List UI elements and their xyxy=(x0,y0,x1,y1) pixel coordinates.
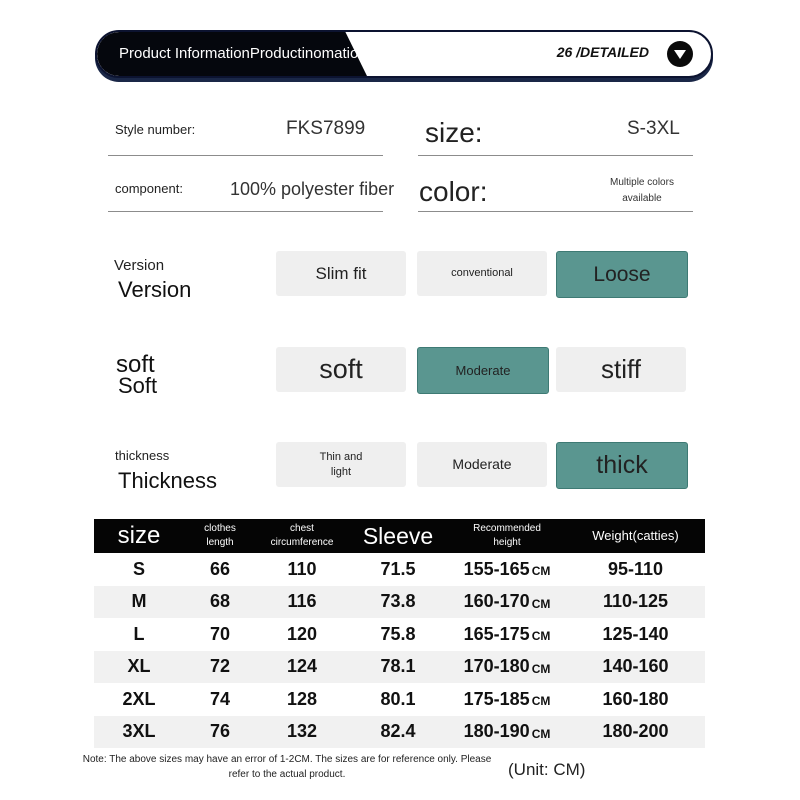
cell-weight-text: 110-125 xyxy=(602,591,669,611)
cell-height-text: 160-170 xyxy=(463,591,530,611)
cell-sleeve xyxy=(348,618,448,650)
cell-length-text: 66 xyxy=(209,558,231,579)
component-label: component: xyxy=(115,181,183,196)
cell-length-text: 70 xyxy=(209,623,231,644)
option-loose[interactable]: Loose xyxy=(556,251,688,298)
header-length-line-2: length xyxy=(206,537,234,548)
version-label: Version xyxy=(118,277,192,302)
table-row xyxy=(94,716,705,748)
thickness-label: Thickness xyxy=(118,468,218,493)
table-row xyxy=(94,651,705,683)
option-thick[interactable]: thick xyxy=(556,442,688,489)
size-label: size: xyxy=(425,117,483,148)
cell-sleeve xyxy=(348,553,448,585)
header-size: size xyxy=(117,522,161,549)
cell-height xyxy=(448,716,566,748)
header-recommended-height xyxy=(448,519,566,553)
cell-height-unit: CM xyxy=(531,726,551,741)
cell-length xyxy=(184,683,256,715)
option-moderate-thickness[interactable]: Moderate xyxy=(417,442,547,487)
cell-sleeve-text: 75.8 xyxy=(380,623,416,644)
cell-size-text: S xyxy=(132,558,145,579)
cell-chest xyxy=(256,586,348,618)
cell-chest-text: 124 xyxy=(286,656,318,676)
cell-chest xyxy=(256,553,348,585)
table-row xyxy=(94,683,705,715)
thickness-label-small: thickness xyxy=(115,448,170,463)
divider xyxy=(108,211,383,212)
color-value-line-1: Multiple colors xyxy=(610,177,674,188)
style-number-value: FKS7899 xyxy=(286,118,366,139)
cell-chest-text: 120 xyxy=(286,623,318,644)
cell-height-text: 180-190 xyxy=(463,721,530,741)
cell-length-text: 76 xyxy=(209,721,231,741)
cell-chest-text: 116 xyxy=(287,591,317,611)
cell-weight-text: 180-200 xyxy=(602,721,669,741)
cell-sleeve-text: 78.1 xyxy=(380,656,416,676)
cell-height-text: 165-175 xyxy=(463,623,530,644)
option-moderate-softness[interactable]: Moderate xyxy=(417,347,549,394)
cell-size-text: 3XL xyxy=(122,721,156,741)
color-value xyxy=(596,175,688,207)
cell-length-text: 74 xyxy=(209,688,231,709)
cell-chest-text: 132 xyxy=(286,721,318,741)
size-table-header xyxy=(94,519,705,553)
banner-detail-label: 26 /DETAILED xyxy=(556,44,649,60)
cell-chest xyxy=(256,618,348,650)
cell-height-text: 175-185 xyxy=(463,688,530,709)
cell-height-unit: CM xyxy=(531,596,551,611)
cell-weight-text: 140-160 xyxy=(602,656,669,676)
cell-size-text: L xyxy=(133,623,145,644)
cell-sleeve-text: 80.1 xyxy=(380,688,416,709)
cell-length xyxy=(184,651,256,683)
cell-chest-text: 110 xyxy=(287,558,317,579)
header-banner xyxy=(95,30,713,78)
table-row xyxy=(94,586,705,618)
header-length-line-1: clothes xyxy=(204,523,236,534)
component-value: 100% polyester fiber xyxy=(230,179,395,199)
header-sleeve: Sleeve xyxy=(362,523,434,549)
cell-sleeve-text: 73.8 xyxy=(380,591,416,611)
cell-size xyxy=(94,651,184,683)
header-chest-line-1: chest xyxy=(290,523,314,534)
cell-length-text: 72 xyxy=(209,656,231,676)
cell-height-text: 155-165 xyxy=(463,558,530,579)
cell-weight-text: 160-180 xyxy=(602,688,669,709)
cell-height-unit: CM xyxy=(531,629,551,643)
divider xyxy=(418,211,693,212)
cell-chest-text: 128 xyxy=(286,688,318,709)
cell-weight xyxy=(566,716,705,748)
cell-length xyxy=(184,618,256,650)
header-chest-line-2: circumference xyxy=(270,537,334,548)
cell-height-text: 170-180 xyxy=(463,656,530,676)
option-stiff[interactable]: stiff xyxy=(556,347,686,392)
cell-length xyxy=(184,716,256,748)
color-label: color: xyxy=(419,176,488,207)
cell-size xyxy=(94,683,184,715)
color-value-line-2: available xyxy=(622,193,662,204)
cell-length xyxy=(184,586,256,618)
banner-title: Product InformationProductinomatio xyxy=(119,45,359,62)
softness-label-small: soft xyxy=(116,351,155,378)
option-soft[interactable]: soft xyxy=(276,347,406,392)
size-note: Note: The above sizes may have an error of 1-2CM. The sizes are for reference only. Please refer to the actual product. xyxy=(82,754,492,780)
cell-size-text: M xyxy=(131,591,147,611)
cell-height xyxy=(448,553,566,585)
cell-weight xyxy=(566,586,705,618)
cell-height-unit: CM xyxy=(531,661,551,676)
cell-size-text: XL xyxy=(127,656,151,676)
cell-sleeve-text: 71.5 xyxy=(380,558,416,579)
cell-height xyxy=(448,651,566,683)
header-chest xyxy=(256,519,348,553)
header-height-line-2: height xyxy=(493,537,521,548)
size-value: S-3XL xyxy=(627,118,680,139)
cell-size xyxy=(94,618,184,650)
header-weight: Weight(catties) xyxy=(592,528,679,543)
cell-chest xyxy=(256,651,348,683)
softness-label: Soft xyxy=(118,373,158,398)
cell-height xyxy=(448,618,566,650)
cell-height xyxy=(448,586,566,618)
cell-weight-text: 95-110 xyxy=(607,558,664,579)
cell-length-text: 68 xyxy=(209,591,231,611)
cell-size xyxy=(94,716,184,748)
cell-sleeve xyxy=(348,586,448,618)
version-label-small: Version xyxy=(114,257,165,274)
cell-sleeve xyxy=(348,683,448,715)
cell-length xyxy=(184,553,256,585)
header-height-line-1: Recommended xyxy=(473,523,541,534)
option-thin-and-light[interactable]: Thin and light xyxy=(276,442,406,487)
cell-sleeve xyxy=(348,651,448,683)
cell-size-text: 2XL xyxy=(122,688,156,709)
cell-weight xyxy=(566,553,705,585)
cell-sleeve xyxy=(348,716,448,748)
cell-chest xyxy=(256,716,348,748)
header-clothes-length xyxy=(184,519,256,553)
cell-height xyxy=(448,683,566,715)
cell-weight xyxy=(566,683,705,715)
table-row xyxy=(94,553,705,585)
option-conventional[interactable]: conventional xyxy=(417,251,547,296)
style-number-label: Style number: xyxy=(115,122,196,137)
cell-height-unit: CM xyxy=(531,694,551,708)
unit-label: (Unit: CM) xyxy=(508,760,586,779)
divider xyxy=(418,155,693,156)
table-row xyxy=(94,618,705,650)
chevron-down-icon[interactable] xyxy=(667,41,693,67)
cell-weight-text: 125-140 xyxy=(602,623,669,644)
cell-sleeve-text: 82.4 xyxy=(380,721,416,741)
cell-chest xyxy=(256,683,348,715)
cell-size xyxy=(94,586,184,618)
cell-size xyxy=(94,553,184,585)
cell-weight xyxy=(566,618,705,650)
cell-weight xyxy=(566,651,705,683)
divider xyxy=(108,155,383,156)
cell-height-unit: CM xyxy=(531,564,551,578)
option-slim-fit[interactable]: Slim fit xyxy=(276,251,406,296)
